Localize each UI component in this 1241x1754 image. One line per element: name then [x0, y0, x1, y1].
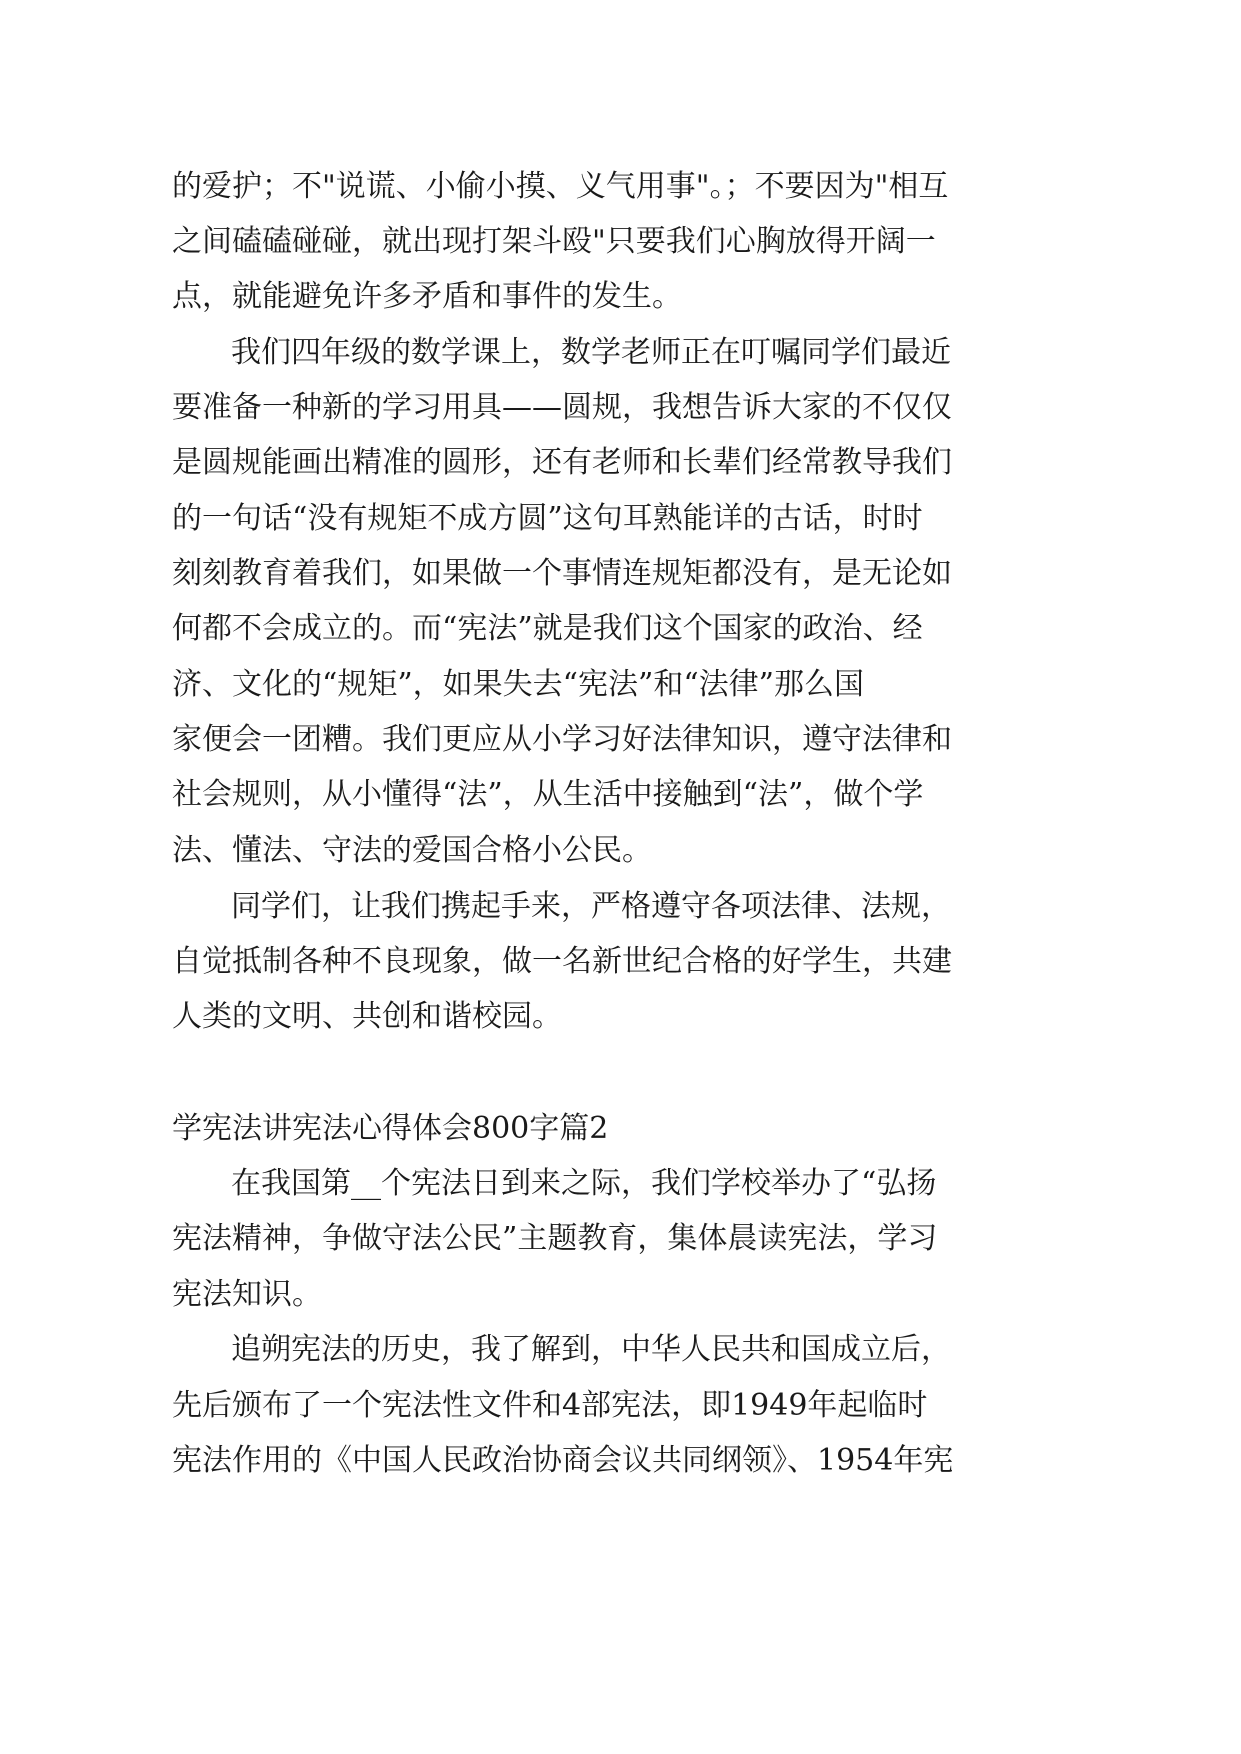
paragraph-line: 人类的文明、共创和谐校园。	[172, 999, 562, 1034]
paragraph-line: 我们四年级的数学课上，数学老师正在叮嘱同学们最近	[231, 335, 951, 370]
paragraph-line: 宪法作用的《中国人民政治协商会议共同纲领》、1954年宪	[172, 1443, 954, 1478]
section-heading: 学宪法讲宪法心得体会800字篇2	[172, 1111, 609, 1146]
paragraph-line: 之间磕磕碰碰，就出现打架斗殴"只要我们心胸放得开阔一	[172, 224, 936, 259]
paragraph-line: 在我国第__个宪法日到来之际，我们学校举办了“弘扬	[231, 1166, 937, 1201]
paragraph-line: 刻刻教育着我们，如果做一个事情连规矩都没有，是无论如	[172, 556, 952, 591]
paragraph-line: 点，就能避免许多矛盾和事件的发生。	[172, 279, 682, 314]
paragraph-line: 宪法精神，争做守法公民”主题教育，集体晨读宪法，学习	[172, 1221, 938, 1256]
paragraph-line: 的一句话“没有规矩不成方圆”这句耳熟能详的古话，时时	[172, 501, 923, 536]
paragraph-line: 自觉抵制各种不良现象，做一名新世纪合格的好学生，共建	[172, 944, 952, 979]
paragraph-line: 社会规则，从小懂得“法”，从生活中接触到“法”，做个学	[172, 777, 924, 812]
paragraph-line: 要准备一种新的学习用具——圆规，我想告诉大家的不仅仅	[172, 390, 952, 425]
paragraph-line: 同学们，让我们携起手来，严格遵守各项法律、法规，	[231, 889, 951, 924]
paragraph-line: 家便会一团糟。我们更应从小学习好法律知识，遵守法律和	[172, 722, 952, 757]
paragraph-line: 何都不会成立的。而“宪法”就是我们这个国家的政治、经	[172, 611, 923, 646]
paragraph-line: 宪法知识。	[172, 1277, 322, 1312]
paragraph-line: 先后颁布了一个宪法性文件和4部宪法，即1949年起临时	[172, 1388, 928, 1423]
paragraph-line: 法、懂法、守法的爱国合格小公民。	[172, 833, 652, 868]
paragraph-line: 的爱护；不"说谎、小偷小摸、义气用事"。；不要因为"相互	[172, 169, 949, 204]
paragraph-line: 是圆规能画出精准的圆形，还有老师和长辈们经常教导我们	[172, 445, 952, 480]
paragraph-line: 追朔宪法的历史，我了解到，中华人民共和国成立后，	[231, 1332, 951, 1367]
paragraph-line: 济、文化的“规矩”，如果失去“宪法”和“法律”那么国	[172, 667, 865, 702]
